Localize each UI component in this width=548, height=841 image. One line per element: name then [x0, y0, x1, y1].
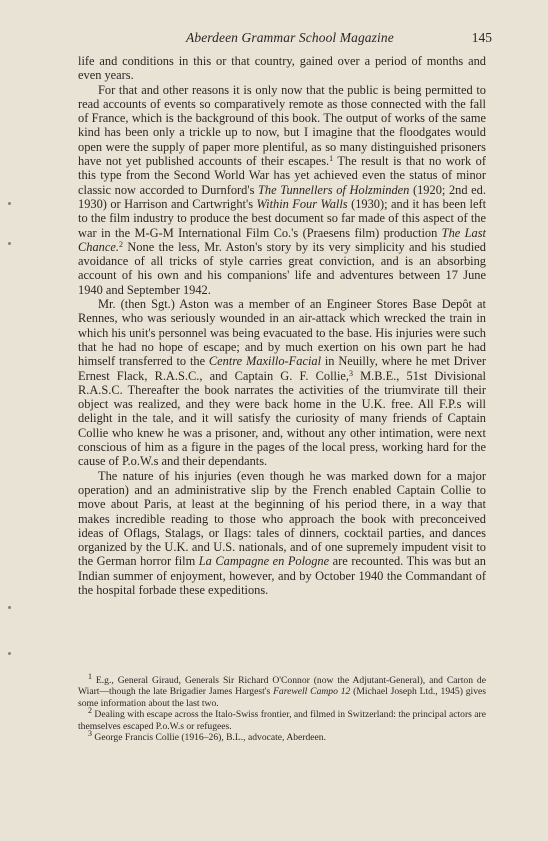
footnote-ref-1[interactable]: 1: [329, 154, 334, 164]
paragraph-4: The nature of his injuries (even though he was marked down for a major operation) and an administrative slip by the French enabled Captain Collie to move about Paris, at least at the beginning of his period there, in a way that makes incredible reading to those who approach the book with preconceived ideas of Oflags, Stalags, or Ilags: tales of dinners, cocktail parties, and dances organized by the U.K. and U.S. nationals, and of one supremely impudent visit to the German horror film La Campagne en Pologne are recounted. This was but an Indian summer of enjoyment, however, and by October 1940 the Commandant of the hospital forbade these expeditions.: [78, 468, 486, 597]
footnote-ref-2[interactable]: 2: [118, 239, 123, 249]
margin-speck: [8, 652, 11, 655]
margin-speck: [8, 606, 11, 609]
footnote-3: $^3$ George Francis Collie (1916–26), B.L., advocate, Aberdeen.: [88, 729, 327, 744]
paragraph-1: life and conditions in this or that country, gained over a period of months and even years.: [78, 54, 486, 83]
book-title: The Tunnellers of Holzminden: [258, 182, 410, 197]
main-text: [78, 54, 486, 597]
margin-speck: [8, 202, 11, 205]
footnote-2: $^2$ Dealing with escape across the Italo-Swiss frontier, and filmed in Switzerland: the principal actors are themselves escaped P.o.W.s or refugees.: [78, 706, 486, 732]
paragraph-3: Mr. (then Sgt.) Aston was a member of an Engineer Stores Base Depôt at Rennes, who was seriously wounded in an air-attack which wrecked the train in which his unit's personnel was being evacuated to the base. His injuries were such that he had no hope of escape; and by much exertion on his own part he had himself transferred to the Centre Maxillo-Facial in Neuilly, where he met Driver Ernest Flack, R.A.S.C., and Captain G. F. Collie,$^3$ M.B.E., 51st Divisional R.A.S.C. Thereafter the book narrates the activities of the triumvirate till their object was realized, and they were back home in the U.K. free. All F.P.s will delight in the tale, and it will satisfy the curiosity of many friends of Captain Collie who knew he was a prisoner, and, without any other intimation, were next conscious of him as a figure in the pages of the local press, working hard for the cause of P.o.W.s and their dependants.: [78, 297, 486, 469]
film-title: The Last Chance.: [78, 225, 486, 254]
footnote-1: $^1$ E.g., General Giraud, Generals Sir Richard O'Connor (now the Adjutant-General), and Carton de Wiart—though the late Brigadier James Hargest's Farewell Campo 12 (Michael Joseph Ltd., 1945) gives some information about the last two.: [78, 672, 486, 709]
book-title: Within Four Walls: [256, 196, 348, 211]
film-title: La Campagne en Pologne: [198, 554, 330, 569]
footnote-ref-3[interactable]: 3: [349, 368, 354, 378]
page-number: 145: [471, 30, 492, 45]
margin-speck: [8, 242, 11, 245]
running-header: Aberdeen Grammar School Magazine: [186, 30, 394, 45]
institution-name: Centre Maxillo-Facial: [208, 354, 322, 369]
paragraph-2: For that and other reasons it is only now that the public is being permitted to read accounts of events so comparatively remote as those connected with the fall of France, which is the background of this book. The output of works of the same kind has been only a trickle up to now, but I imagine that the floodgates would open were the supply of paper more plentiful, as so many distinguished prisoners have not yet published accounts of their escapes.$^1$ The result is that no work of this type from the Second World War has yet achieved even the status of minor classic now accorded to Durnford's The Tunnellers of Holzminden (1920; 2nd ed. 1930) or Harrison and Cartwright's Within Four Walls (1930); and it has been left to the film industry to produce the best document so far made of this aspect of the war in the M-G-M International Film Co.'s (Praesens film) production The Last Chance.$^2$ None the less, Mr. Aston's story by its very simplicity and his studied avoidance of all tricks of style carries great conviction, and is an absorbing account of his own and his companions' life and adventures between 17 June 1940 and September 1942.: [78, 82, 487, 297]
footnotes: [78, 672, 486, 744]
